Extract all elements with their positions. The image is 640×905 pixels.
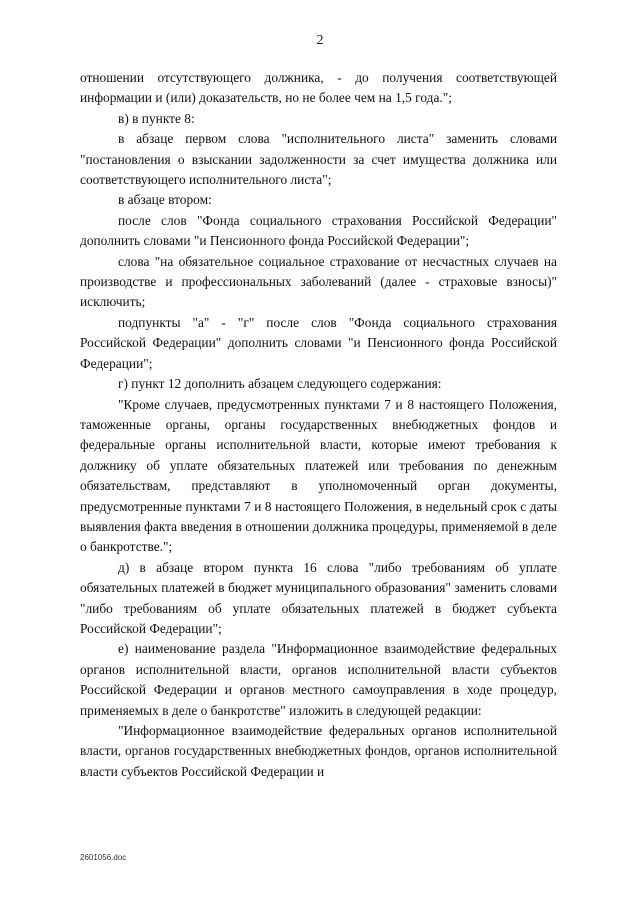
- paragraph: "Информационное взаимодействие федеральных органов исполнительной власти, органов государственных внебюджетных фондов, органов исполнительной власти субъектов Российской Федерации и: [80, 723, 557, 779]
- paragraph: е) наименование раздела "Информационное взаимодействие федеральных органов исполнительной власти, органов исполнительной власти субъектов Российской Федерации и органов местного самоуправления в ходе процедур, применяемых в деле о банкротстве" изложить в следующей редакции:: [80, 641, 557, 718]
- document-file-id: 2601056.doc: [80, 853, 127, 862]
- paragraph: слова "на обязательное социальное страхование от несчастных случаев на производстве и профессиональных заболеваний (далее - страховые взносы)" исключить;: [80, 253, 557, 310]
- page-number: 2: [316, 33, 324, 48]
- paragraph: в абзаце втором:: [118, 192, 212, 208]
- paragraph: "Кроме случаев, предусмотренных пунктами 7 и 8 настоящего Положения, таможенные органы, органы государственных внебюджетных фондов и федеральные органы исполнительной власти, которые имеют требования к должнику об уплате обязательных платежей или требования по денежным обязательствам, представляют в уполномоченный орган документы, предусмотренные пунктами 7 и 8 настоящего Положения, в недельный срок с даты выявления факта введения в отношении должника процедуры, применяемой в деле о банкротстве.";: [80, 396, 557, 555]
- paragraph-continuation: отношении отсутствующего должника, - до получения соответствующей информации и (или) доказательств, но не более чем на 1,5 года.";: [80, 70, 557, 106]
- paragraph: в) в пункте 8:: [118, 110, 195, 126]
- paragraph: подпункты "а" - "г" после слов "Фонда социального страхования Российской Федерации" дополнить словами "и Пенсионного фонда Российской Федерации";: [80, 314, 557, 371]
- paragraph: после слов "Фонда социального страхования Российской Федерации" дополнить словами "и Пенсионного фонда Российской Федерации";: [80, 212, 557, 249]
- paragraph: г) пункт 12 дополнить абзацем следующего содержания:: [118, 376, 442, 392]
- paragraph: в абзаце первом слова "исполнительного листа" заменить словами "постановления о взыскании задолженности за счет имущества должника или соответствующего исполнительного листа";: [80, 131, 557, 188]
- document-body: [80, 68, 557, 782]
- paragraph: д) в абзаце втором пункта 16 слова "либо требованиям об уплате обязательных платежей в бюджет муниципального образования" заменить словами "либо требованиям об уплате обязательных платежей в бюджет субъекта Российской Федерации";: [80, 559, 557, 636]
